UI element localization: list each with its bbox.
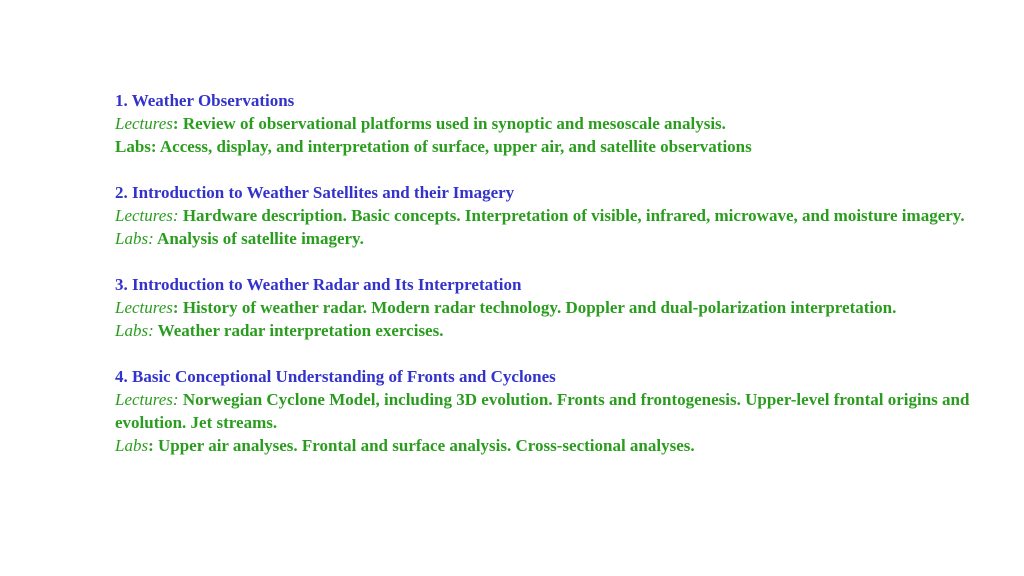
labs-text: Access, display, and interpretation of surface, upper air, and satellite observations xyxy=(156,137,752,156)
section-heading: 3. Introduction to Weather Radar and Its Interpretation xyxy=(115,275,522,294)
labs-label: Labs: xyxy=(115,137,157,156)
lectures-label: Lectures: xyxy=(115,206,179,225)
lectures-text: Norwegian Cyclone Model, including 3D evolution. Fronts and frontogenesis. Upper-level frontal origins and evolution. Jet streams. xyxy=(115,390,970,432)
labs-line xyxy=(115,434,975,457)
labs-text: Analysis of satellite imagery. xyxy=(153,229,364,248)
section-weather-observations xyxy=(115,89,975,158)
lectures-label: Lectures xyxy=(115,298,173,317)
lectures-label: Lectures: xyxy=(115,390,179,409)
lectures-line xyxy=(115,388,975,434)
labs-label: Labs: xyxy=(115,229,154,248)
section-heading: 1. Weather Observations xyxy=(115,91,295,110)
course-outline xyxy=(115,89,975,457)
lectures-line xyxy=(115,296,975,319)
section-heading: 2. Introduction to Weather Satellites and their Imagery xyxy=(115,183,515,202)
section-heading: 4. Basic Conceptional Understanding of Fronts and Cyclones xyxy=(115,367,556,386)
lectures-text: : Review of observational platforms used in synoptic and mesoscale analysis. xyxy=(172,114,726,133)
section-weather-radar xyxy=(115,273,975,342)
labs-text: Weather radar interpretation exercises. xyxy=(153,321,444,340)
labs-label: Labs: xyxy=(115,321,154,340)
section-weather-satellites xyxy=(115,181,975,250)
lectures-line xyxy=(115,112,975,135)
lectures-label: Lectures xyxy=(115,114,173,133)
labs-text: : Upper air analyses. Frontal and surface analysis. Cross-sectional analyses. xyxy=(148,436,695,455)
lectures-text: : History of weather radar. Modern radar technology. Doppler and dual-polarization interpretation. xyxy=(172,298,897,317)
labs-label: Labs xyxy=(115,436,149,455)
lectures-line xyxy=(115,204,975,227)
section-fronts-cyclones xyxy=(115,365,975,457)
lectures-text: Hardware description. Basic concepts. Interpretation of visible, infrared, microwave, and moisture imagery. xyxy=(178,206,965,225)
labs-line xyxy=(115,135,975,158)
labs-line xyxy=(115,227,975,250)
labs-line xyxy=(115,319,975,342)
